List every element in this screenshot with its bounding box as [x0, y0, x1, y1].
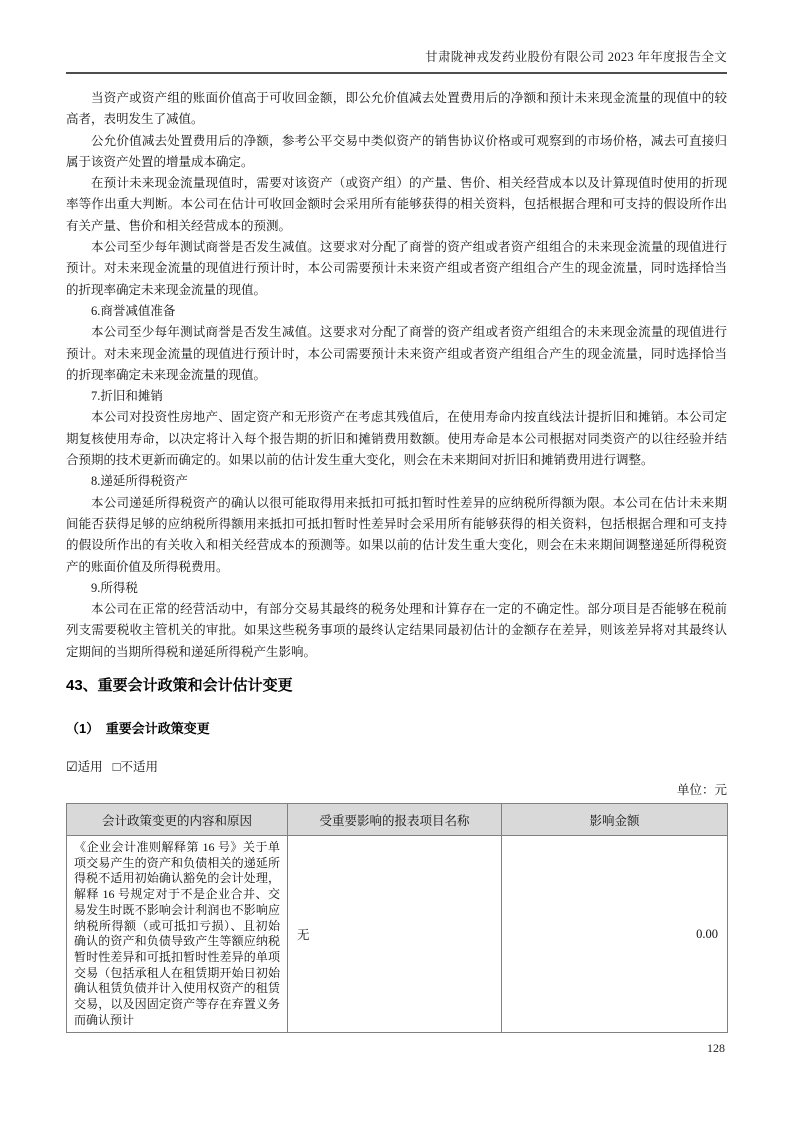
body-text	[66, 88, 727, 663]
policy-content-cell: 《企业会计准则解释第 16 号》关于单项交易产生的资产和负债相关的递延所得税不适用初始确认豁免的会计处理，解释 16 号规定对于不是企业合并、交易发生时既不影响会计利润也不影响应纳税所得额（或可抵扣亏损）、且初始确认的资产和负债导致产生等额应纳税暂时性差异和可抵扣暂时性差异的单项交易（包括承租人在租赁期开始日初始确认租赁负债并计入使用权资产的租赁交易，以及因固定资产等存在弃置义务而确认预计	[67, 836, 288, 1033]
header-cell-amount: 影响金额	[502, 804, 728, 836]
header-cell-content-reason: 会计政策变更的内容和原因	[67, 804, 288, 836]
applicable-option	[66, 760, 103, 774]
body-paragraph: 在预计未来现金流量现值时，需要对该资产（或资产组）的产量、售价、相关经营成本以及计算现值时使用的折现率等作出重大判断。本公司在估计可收回金额时会采用所有能够获得的相关资料，包括根据合理和可支持的假设所作出有关产量、售价和相关经营成本的预测。	[66, 176, 727, 233]
numbered-heading: 9.所得税	[91, 580, 138, 595]
policy-change-table	[66, 803, 728, 1033]
affected-items-cell: 无	[288, 836, 502, 1033]
table-header-row	[67, 804, 728, 836]
subsection-heading: （1） 重要会计政策变更	[66, 721, 210, 737]
body-paragraph: 本公司在正常的经营活动中，有部分交易其最终的税务处理和计算存在一定的不确定性。部分项目是否能够在税前列支需要税收主管机关的审批。如果这些税务事项的最终认定结果同最初估计的金额存在差异，则该差异将对其最终认定期间的当期所得税和递延所得税产生影响。	[66, 602, 727, 659]
numbered-heading: 8.递延所得税资产	[91, 474, 188, 489]
page-number: 128	[707, 1041, 725, 1055]
not-applicable-label: 不适用	[120, 760, 159, 775]
table-row	[67, 836, 728, 1033]
checked-checkbox-icon: ☑	[66, 759, 78, 775]
header-cell-affected-items: 受重要影响的报表项目名称	[288, 804, 502, 836]
applicable-label: 适用	[77, 760, 103, 775]
body-paragraph: 公允价值减去处置费用后的净额，参考公平交易中类似资产的销售协议价格或可观察到的市场价格，减去可直接归属于该资产处置的增量成本确定。	[66, 133, 727, 169]
section-heading: 43、重要会计政策和会计估计变更	[66, 677, 293, 695]
body-paragraph: 本公司对投资性房地产、固定资产和无形资产在考虑其残值后，在使用寿命内按直线法计提折旧和摊销。本公司定期复核使用寿命，以决定将计入每个报告期的折旧和摊销费用数额。使用寿命是本公司根据对同类资产的以往经验并结合预期的技术更新而确定的。如果以前的估计发生重大变化，则会在未来期间对折旧和摊销费用进行调整。	[66, 410, 727, 468]
not-applicable-option	[113, 760, 158, 774]
amount-cell: 0.00	[502, 836, 728, 1033]
numbered-heading: 7.折旧和摊销	[91, 389, 163, 404]
numbered-heading: 6.商誉减值准备	[91, 303, 176, 318]
body-paragraph: 本公司至少每年测试商誉是否发生减值。这要求对分配了商誉的资产组或者资产组组合的未来现金流量的现值进行预计。对未来现金流量的现值进行预计时，本公司需要预计未来资产组或者资产组组合产生的现金流量，同时选择恰当的折现率确定未来现金流量的现值。	[66, 240, 727, 297]
body-paragraph: 本公司至少每年测试商誉是否发生减值。这要求对分配了商誉的资产组或者资产组组合的未来现金流量的现值进行预计。对未来现金流量的现值进行预计时，本公司需要预计未来资产组或者资产组组合产生的现金流量，同时选择恰当的折现率确定未来现金流量的现值。	[66, 325, 727, 382]
body-paragraph: 本公司递延所得税资产的确认以很可能取得用来抵扣可抵扣暂时性差异的应纳税所得额为限。本公司在估计未来期间能否获得足够的应纳税所得额用来抵扣可抵扣暂时性差异时会采用所有能够获得的相关资料，包括根据合理和可支持的假设所作出的有关收入和相关经营成本的预测等。如果以前的估计发生重大变化，则会在未来期间调整递延所得税资产的账面价值及所得税费用。	[66, 495, 727, 574]
unit-label: 单位：元	[676, 783, 727, 798]
unchecked-checkbox-icon: □	[112, 759, 121, 775]
page-header-title: 甘肃陇神戎发药业股份有限公司 2023 年年度报告全文	[425, 50, 727, 64]
header-rule	[66, 72, 727, 74]
applicability-row	[66, 759, 727, 775]
body-paragraph: 当资产或资产组的账面价值高于可收回金额，即公允价值减去处置费用后的净额和预计未来现金流量的现值中的较高者，表明发生了减值。	[66, 91, 727, 127]
